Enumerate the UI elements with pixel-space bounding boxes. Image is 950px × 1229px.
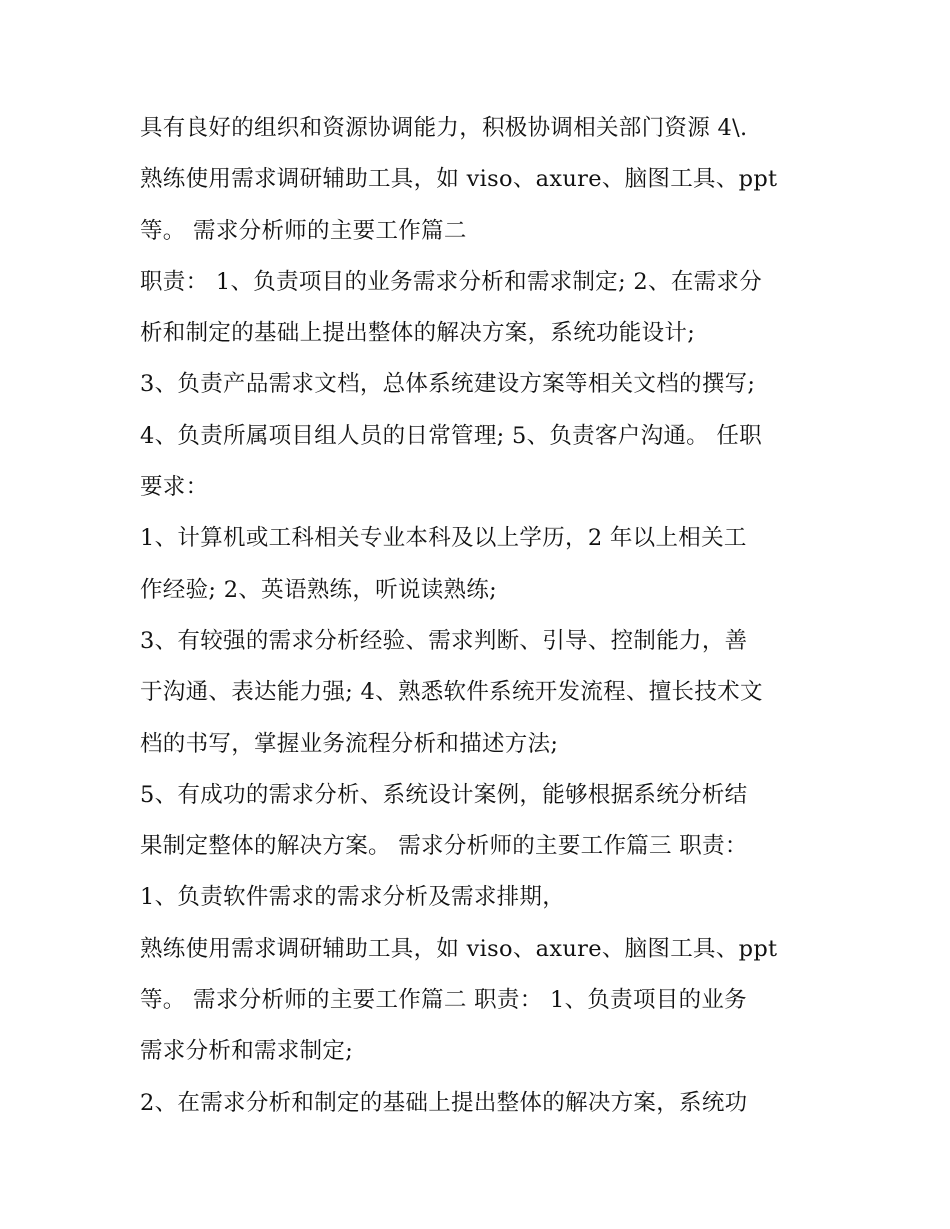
text-line: 4、负责所属项目组人员的日常管理; 5、负责客户沟通。 任职 bbox=[140, 422, 763, 449]
text-line: 具有良好的组织和资源协调能力，积极协调相关部门资源 4\. bbox=[140, 115, 748, 141]
text-line: 2、在需求分析和制定的基础上提出整体的解决方案，系统功 bbox=[140, 1089, 748, 1116]
text-line: 等。 需求分析师的主要工作篇二 职责： 1、负责项目的业务 bbox=[140, 987, 747, 1014]
text-line: 于沟通、表达能力强; 4、熟悉软件系统开发流程、擅长技术文 bbox=[140, 679, 763, 706]
text-line: 作经验; 2、英语熟练，听说读熟练; bbox=[140, 576, 498, 603]
text-line: 5、有成功的需求分析、系统设计案例，能够根据系统分析结 bbox=[140, 781, 748, 808]
text-line: 果制定整体的解决方案。 需求分析师的主要工作篇三 职责： bbox=[140, 833, 748, 860]
text-line: 1、负责软件需求的需求分析及需求排期， bbox=[140, 884, 566, 911]
text-line: 熟练使用需求调研辅助工具，如 viso、axure、脑图工具、ppt bbox=[140, 166, 778, 193]
text-line: 档的书写，掌握业务流程分析和描述方法; bbox=[140, 730, 559, 757]
text-line: 3、有较强的需求分析经验、需求判断、引导、控制能力，善 bbox=[140, 627, 748, 654]
text-line: 需求分析和需求制定; bbox=[140, 1038, 354, 1065]
text-line: 要求： bbox=[140, 474, 209, 501]
text-line: 1、计算机或工科相关专业本科及以上学历，2 年以上相关工 bbox=[140, 525, 747, 552]
text-line: 熟练使用需求调研辅助工具，如 viso、axure、脑图工具、ppt bbox=[140, 935, 778, 962]
text-line: 3、负责产品需求文档，总体系统建设方案等相关文档的撰写; bbox=[140, 371, 756, 398]
text-line: 职责： 1、负责项目的业务需求分析和需求制定; 2、在需求分 bbox=[140, 268, 763, 295]
text-line: 等。 需求分析师的主要工作篇二 bbox=[140, 217, 467, 244]
text-line: 析和制定的基础上提出整体的解决方案，系统功能设计; bbox=[140, 320, 696, 347]
document-body bbox=[140, 103, 820, 1129]
